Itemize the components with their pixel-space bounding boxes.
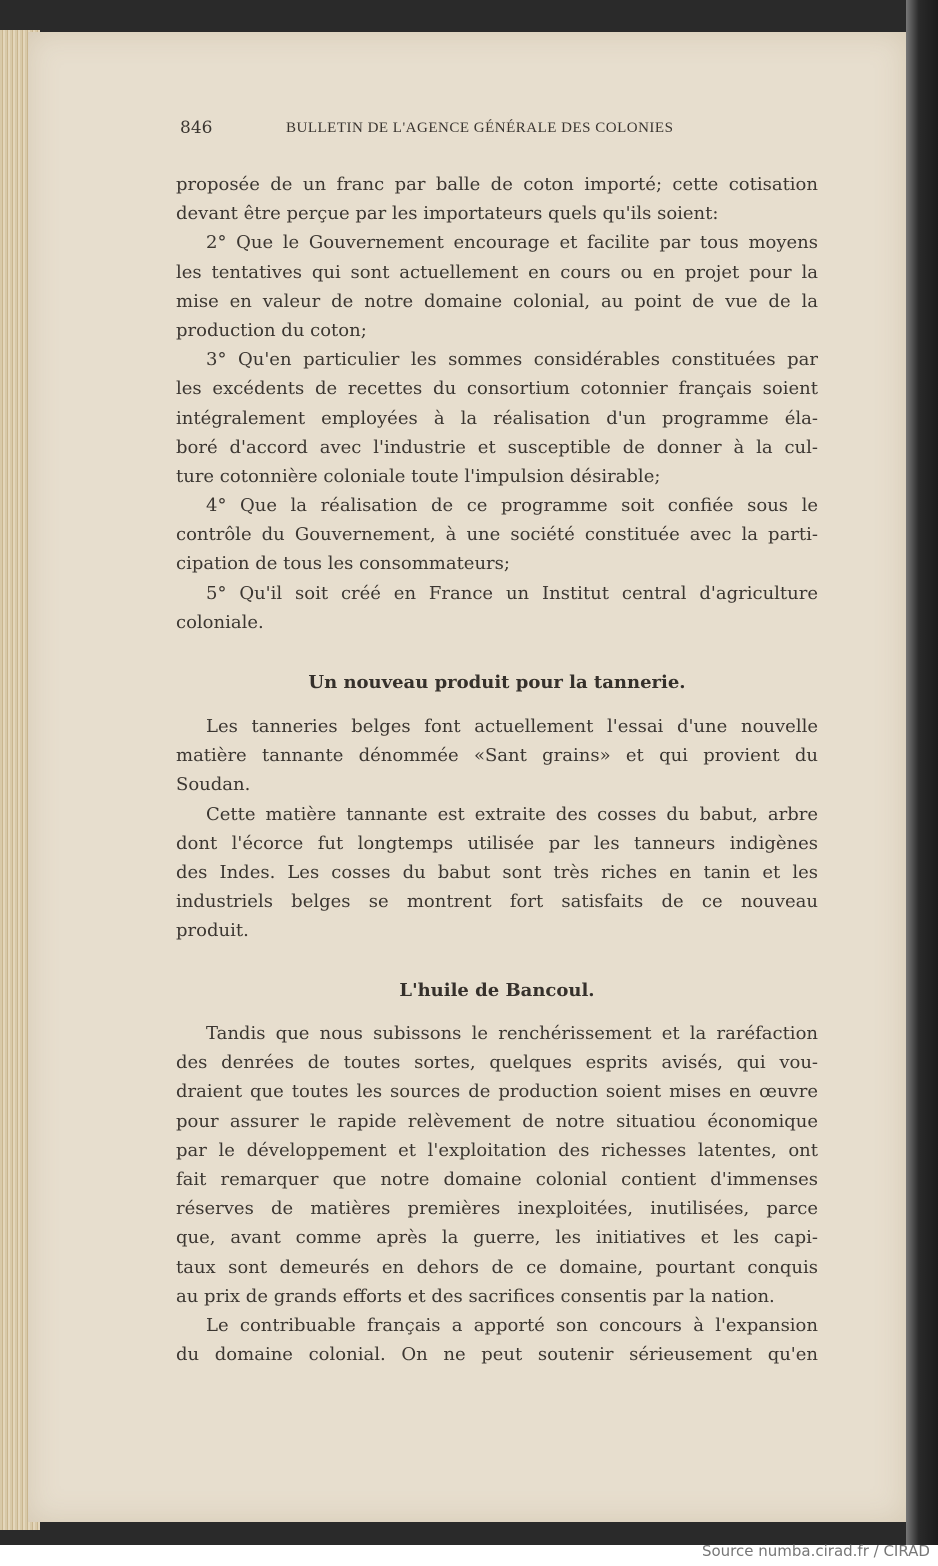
paragraph-block-bancoul [176,1019,818,1369]
text-line: taux sont demeurés en dehors de ce domaine, pourtant conquis [176,1256,818,1278]
text-line: contrôle du Gouvernement, à une société constituée avec la parti- [176,524,818,546]
text-line: 5° Qu'il soit créé en France un Institut central d'agriculture [206,582,818,604]
section-heading-bancoul: L'huile de Bancoul. [399,980,595,1001]
text-line: les tentatives qui sont actuellement en cours ou en projet pour la [176,261,818,283]
text-line: industriels belges se montrent fort satisfaits de ce nouveau [176,891,818,913]
page-number: 846 [180,118,213,138]
text-line: Tandis que nous subissons le renchérissement et la raréfaction [206,1023,818,1044]
text-line: ture cotonnière coloniale toute l'impulsion désirable; [176,465,661,487]
text-line: cipation de tous les consommateurs; [176,553,510,575]
text-line: 3° Qu'en particulier les sommes considérables constituées par [206,349,818,371]
text-line: réserves de matières premières inexploitées, inutilisées, parce [176,1198,818,1220]
text-line: boré d'accord avec l'industrie et susceptible de donner à la cul- [176,436,818,458]
paragraph-block-resolutions [176,170,818,637]
text-line: au prix de grands efforts et des sacrifices consentis par la nation. [176,1285,775,1307]
text-line: Soudan. [176,774,251,796]
text-line: du domaine colonial. On ne peut soutenir sérieusement qu'en [176,1344,818,1366]
text-line: 2° Que le Gouvernement encourage et facilite par tous moyens [206,232,818,254]
text-line: draient que toutes les sources de production soient mises en œuvre [176,1081,818,1103]
text-line: proposée de un franc par balle de coton importé; cette cotisation [176,174,818,195]
running-title: BULLETIN DE L'AGENCE GÉNÉRALE DES COLONIES [286,120,674,136]
text-line: dont l'écorce fut longtemps utilisée par les tanneurs indigènes [176,832,818,854]
text-line: intégralement employées à la réalisation d'un programme éla- [176,407,818,429]
text-line: devant être perçue par les importateurs quels qu'ils soient: [176,203,719,225]
text-line: Le contribuable français a apporté son concours à l'expansion [206,1314,818,1336]
text-line: production du coton; [176,319,367,341]
text-line: produit. [176,920,249,942]
text-line: 4° Que la réalisation de ce programme soit confiée sous le [206,495,818,517]
text-line: par le développement et l'exploitation des richesses latentes, ont [176,1139,818,1161]
text-line: Les tanneries belges font actuellement l'essai d'une nouvelle [206,716,818,737]
text-line: Cette matière tannante est extraite des cosses du babut, arbre [206,803,818,825]
text-line: des denrées de toutes sortes, quelques esprits avisés, qui vou- [176,1052,818,1074]
text-line: coloniale. [176,611,264,633]
text-line: pour assurer le rapide relèvement de notre situatiou économique [176,1110,818,1132]
text-line: matière tannante dénommée «Sant grains» et qui provient du [176,745,818,767]
text-line: fait remarquer que notre domaine colonial contient d'immenses [176,1168,818,1190]
text-line: mise en valeur de notre domaine colonial, au point de vue de la [176,290,818,312]
text-line: que, avant comme après la guerre, les initiatives et les capi- [176,1227,818,1249]
text-line: des Indes. Les cosses du babut sont très riches en tanin et les [176,861,818,883]
text-line: les excédents de recettes du consortium cotonnier français soient [176,378,818,400]
binding-strip [906,0,938,1545]
source-credit: Source numba.cirad.fr / CIRAD [701,1542,930,1560]
section-heading-tannerie: Un nouveau produit pour la tannerie. [308,672,686,693]
paragraph-block-tannerie [176,712,818,946]
